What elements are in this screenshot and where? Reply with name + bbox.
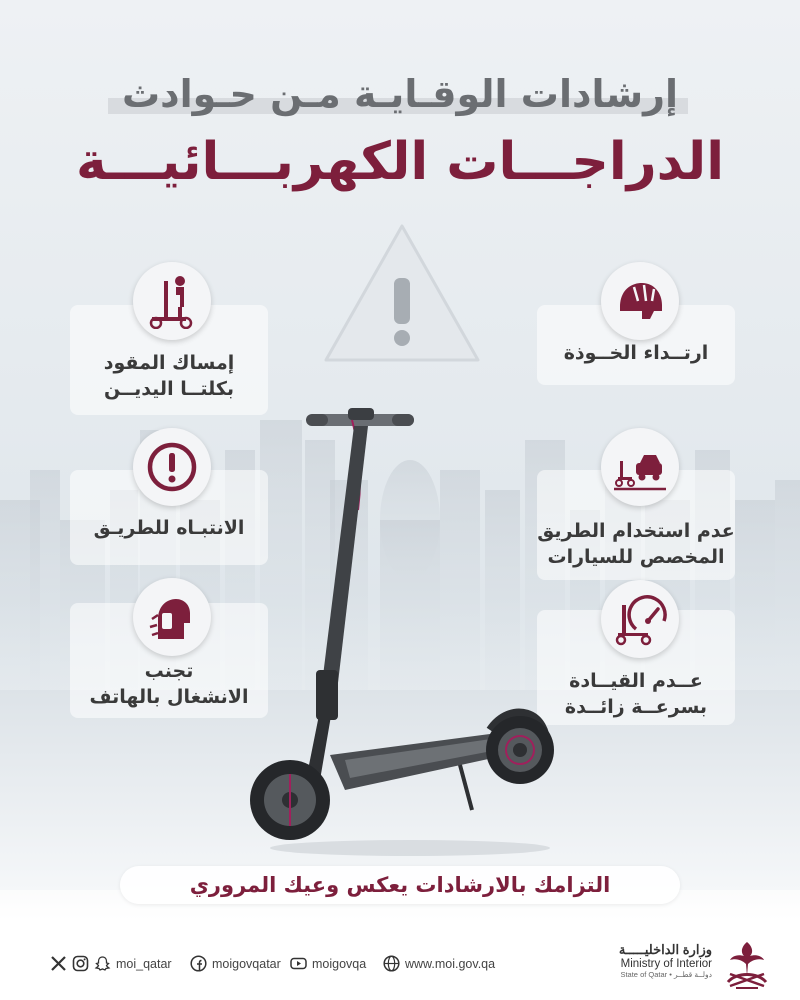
tip-text-line-2: المخصص للسيارات [547,546,725,568]
ministry-text [619,942,712,979]
ministry-name-arabic: وزارة الداخليـــــة [618,942,712,957]
social-handle-moigovqatar[interactable]: moigovqatar [212,956,281,971]
tip-label-hold-handlebar [70,350,268,402]
alert-icon [144,439,200,495]
footer [0,930,800,1000]
title-line-1: إرشادات الوقـايـة مـن حـوادث [121,72,679,116]
electric-scooter-illustration [250,400,560,860]
tip-text-line-1: إمساك المقود [103,352,235,374]
tip-label-helmet: ارتــداء الخــوذة [563,342,709,364]
tip-icon-circle-helmet [601,262,679,340]
car-road-icon [612,439,668,495]
state-name: State of Qatar • دولــة قطــر [620,970,712,979]
tip-text-line-1: عدم استخدام الطريق [537,520,735,542]
tip-text-line-2: بسرعــة زائــدة [564,696,708,718]
website-link[interactable] [383,955,495,972]
speedometer-icon [612,591,668,647]
title-line-2: الدراجـــات الكهربـــائيـــة [75,132,725,192]
phone-distraction-icon [144,589,200,645]
social-handle-moigovqa[interactable]: moigovqa [312,956,367,971]
helmet-icon [612,273,668,329]
tip-icon-circle-phone [133,578,211,656]
website-url[interactable]: www.moi.gov.qa [405,956,496,971]
tip-text-line-2: الانشغال بالهاتف [89,686,249,708]
tip-icon-circle-road [601,428,679,506]
tip-label-avoid-phone [70,658,268,710]
instagram-icon[interactable] [72,955,89,972]
tip-text-line-1: عــدم القيــادة [569,670,703,692]
ministry-name-english: Ministry of Interior [620,958,712,970]
social-facebook[interactable] [190,955,281,972]
social-youtube[interactable] [290,955,366,972]
snapchat-icon[interactable] [94,955,111,972]
facebook-icon[interactable] [190,955,207,972]
tip-label-attention-road: الانتبـاه للطريـق [93,517,245,539]
tip-label-no-speeding [537,668,735,720]
tip-text-line-2: بكلتــا اليديــن [103,378,235,400]
tip-icon-circle-alert [133,428,211,506]
title-block [0,0,800,200]
social-x-instagram-snapchat[interactable] [50,955,172,972]
scooter-rider-icon [144,273,200,329]
tip-icon-circle-scooter [133,262,211,340]
social-handle-moi-qatar[interactable]: moi_qatar [116,956,172,971]
x-icon[interactable] [50,955,67,972]
slogan-banner: التزامك بالارشادات يعكس وعيك المروري [120,866,680,904]
warning-triangle-icon [318,218,486,368]
tip-text-line-1: تجنب [144,660,194,682]
globe-icon[interactable] [383,955,400,972]
tip-icon-circle-speed [601,580,679,658]
youtube-icon[interactable] [290,955,307,972]
ministry-emblem-logo [718,936,776,994]
tip-label-no-car-road [537,518,735,570]
